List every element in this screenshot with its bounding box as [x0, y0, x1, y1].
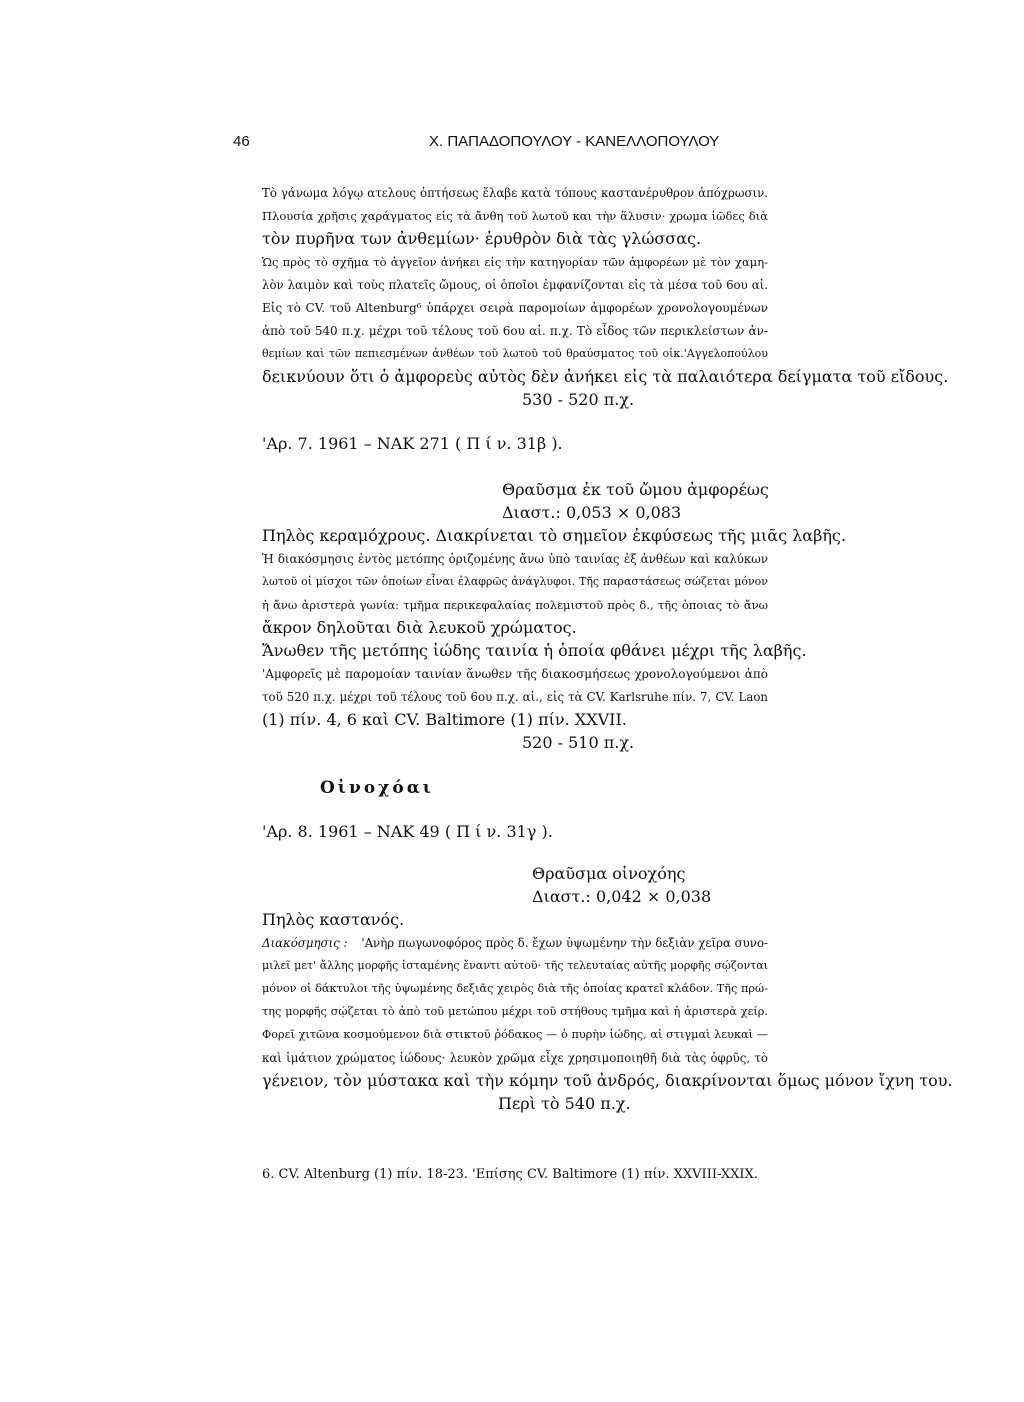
text-line: ἡ ἄνω ἀριστερὰ γωνία: τμῆμα περικεφαλαίας πολεμιστοῦ πρὸς δ., τῆς ὁποιας τὸ ἄνω — [262, 598, 768, 612]
text-line: Φορεῖ χιτῶνα κοσμούμενον διὰ στικτοῦ ῥόδακος — ὁ πυρὴν ἰώδης, αἱ στιγμαὶ λευκαὶ — — [262, 1028, 768, 1041]
text-line: τὸν πυρῆνα των ἀνθεμίων· ἐρυθρὸν διὰ τὰς γλώσσας. — [262, 229, 702, 248]
item-title: Θραῦσμα ἐκ τοῦ ὤμου ἀμφορέως — [502, 480, 769, 499]
text-line: Εἰς τὸ CV. τοῦ Altenburg⁶ ὑπάρχει σειρὰ παρομοίων ἀμφορέων χρονολογουμένων — [262, 301, 768, 315]
text-line: ἀπὸ τοῦ 540 π.χ. μέχρι τοῦ τέλους τοῦ 6ου αἰ. π.χ. Τὸ εἶδος τῶν περικλείστων ἀν- — [262, 324, 768, 338]
item-title: Θραῦσμα οἰνοχόης — [532, 864, 686, 883]
text-line: θεμίων καὶ τῶν πεπιεσμένων ἀνθέων τοῦ λωτοῦ τοῦ θραύσματος τοῦ οἰκ.'Αγγελοπούλου — [262, 347, 768, 360]
running-title: Χ. ΠΑΠΑΔΟΠΟΥΛΟΥ - ΚΑΝΕΛΛΟΠΟΥΛΟΥ — [429, 133, 720, 150]
text-line: της μορφῆς σῴζεται τὸ ἀπὸ τοῦ μετώπου μέχρι τοῦ στήθους τμῆμα καὶ ἡ ἀριστερὰ χείρ. — [262, 1005, 768, 1018]
text-line: Τὸ γάνωμα λόγῳ ατελους ὀπτήσεως ἔλαβε κατὰ τόπους καστανέρυθρον ἀπόχρωσιν. — [262, 186, 768, 200]
date-label: 530 - 520 π.χ. — [522, 390, 635, 409]
text-line: δεικνύουν ὅτι ὁ ἀμφορεὺς αὐτὸς δὲν ἀνήκει εἰς τὰ παλαιότερα δείγματα τοῦ εἴδους. — [262, 367, 949, 386]
text-line: μιλεῖ μετ' ἄλλης μορφῆς ἱσταμένης ἔναντι αὐτοῦ· τῆς τελευταίας αὐτῆς μορφῆς σῴζονται — [262, 959, 768, 972]
text-line: Πλουσία χρῆσις χαράγματος εἰς τὰ ἄνθη τοῦ λωτοῦ και τὴν ἅλυσιν· χρωμα ἰῶδες διὰ — [262, 209, 768, 223]
item-dimensions: Διαστ.: 0,053 × 0,083 — [502, 503, 682, 522]
text-line: Πηλὸς κεραμόχρους. Διακρίνεται τὸ σημεῖον ἐκφύσεως τῆς μιᾶς λαβῆς. — [262, 526, 846, 545]
text-line: μόνον οἱ δάκτυλοι τῆς ὑψωμένης δεξιᾶς χειρὸς διὰ τῆς ὁποίας κρατεῖ κλάδον. Τῆς πρώ- — [262, 982, 768, 995]
text-line: λὸν λαιμὸν καὶ τοὺς πλατεῖς ὤμους, οἱ ὁποῖοι ἐμφανίζονται εἰς τὰ μέσα τοῦ 6ου αἰ. — [262, 278, 768, 292]
page-number: 46 — [233, 133, 250, 150]
section-heading: Οἰνοχόαι — [320, 778, 434, 798]
text-line: Ὡς πρὸς τὸ σχῆμα τὸ ἀγγεῖον ἀνήκει εἰς τὴν κατηγορίαν τῶν ἀμφορέων μὲ τὸν χαμη- — [262, 255, 768, 269]
text-line: (1) πίν. 4, 6 καὶ CV. Baltimore (1) πίν. XXVII. — [262, 710, 627, 729]
decoration-line — [262, 933, 768, 953]
footnote: 6. CV. Altenburg (1) πίν. 18-23. 'Επίσης CV. Baltimore (1) πίν. XXVIII-XXIX. — [262, 1167, 758, 1182]
text-line: καὶ ἱμάτιον χρώματος ἰώδους· λευκὸν χρῶμα εἶχε χρησιμοποιηθῆ διὰ τὰς ὀφρῦς, τὸ — [262, 1051, 768, 1065]
item-reference: 'Αρ. 8. 1961 – ΝΑΚ 49 ( Π ί ν. 31γ ). — [262, 822, 553, 841]
text-line: Πηλὸς καστανός. — [262, 910, 405, 929]
date-label: 520 - 510 π.χ. — [522, 733, 635, 752]
date-label: Περὶ τὸ 540 π.χ. — [498, 1094, 631, 1113]
text-line: 'Αμφορεῖς μὲ παρομοίαν ταινίαν ἄνωθεν τῆς διακοσμήσεως χρονολογούμενοι ἀπὸ — [262, 667, 768, 681]
item-dimensions: Διαστ.: 0,042 × 0,038 — [532, 887, 712, 906]
text-line: τοῦ 520 π.χ. μέχρι τοῦ τέλους τοῦ 6ου π.χ. αἰ., εἰς τὰ CV. Karlsruhe πίν. 7, CV. Laon — [262, 690, 768, 704]
text-line: λωτοῦ οἱ μίσχοι τῶν ὁποίων εἶναι ἐλαφρῶς ἀνάγλυφοι. Τῆς παραστάσεως σώζεται μόνον — [262, 575, 768, 588]
decoration-text: 'Ανὴρ πωγωνοφόρος πρὸς δ. ἔχων ὑψωμένην τὴν δεξιὰν χεῖρα συνο- — [361, 936, 768, 950]
text-line: ἄκρον δηλοῦται διὰ λευκοῦ χρώματος. — [262, 618, 577, 637]
text-line: γένειον, τὸν μύστακα καὶ τὴν κόμην τοῦ ἀνδρός, διακρίνονται ὅμως μόνον ἴχνη του. — [262, 1071, 953, 1090]
decoration-label: Διακόσμησις : — [262, 936, 348, 950]
text-line: Ἡ διακόσμησις ἐντὸς μετόπης ὁριζομένης ἄνω ὑπὸ ταινίας ἐξ ἀνθέων καὶ καλύκων — [262, 552, 768, 566]
item-reference: 'Αρ. 7. 1961 – ΝΑΚ 271 ( Π ί ν. 31β ). — [262, 434, 563, 453]
text-line: Ἄνωθεν τῆς μετόπης ἰώδης ταινία ἡ ὁποία φθάνει μέχρι τῆς λαβῆς. — [262, 641, 807, 660]
